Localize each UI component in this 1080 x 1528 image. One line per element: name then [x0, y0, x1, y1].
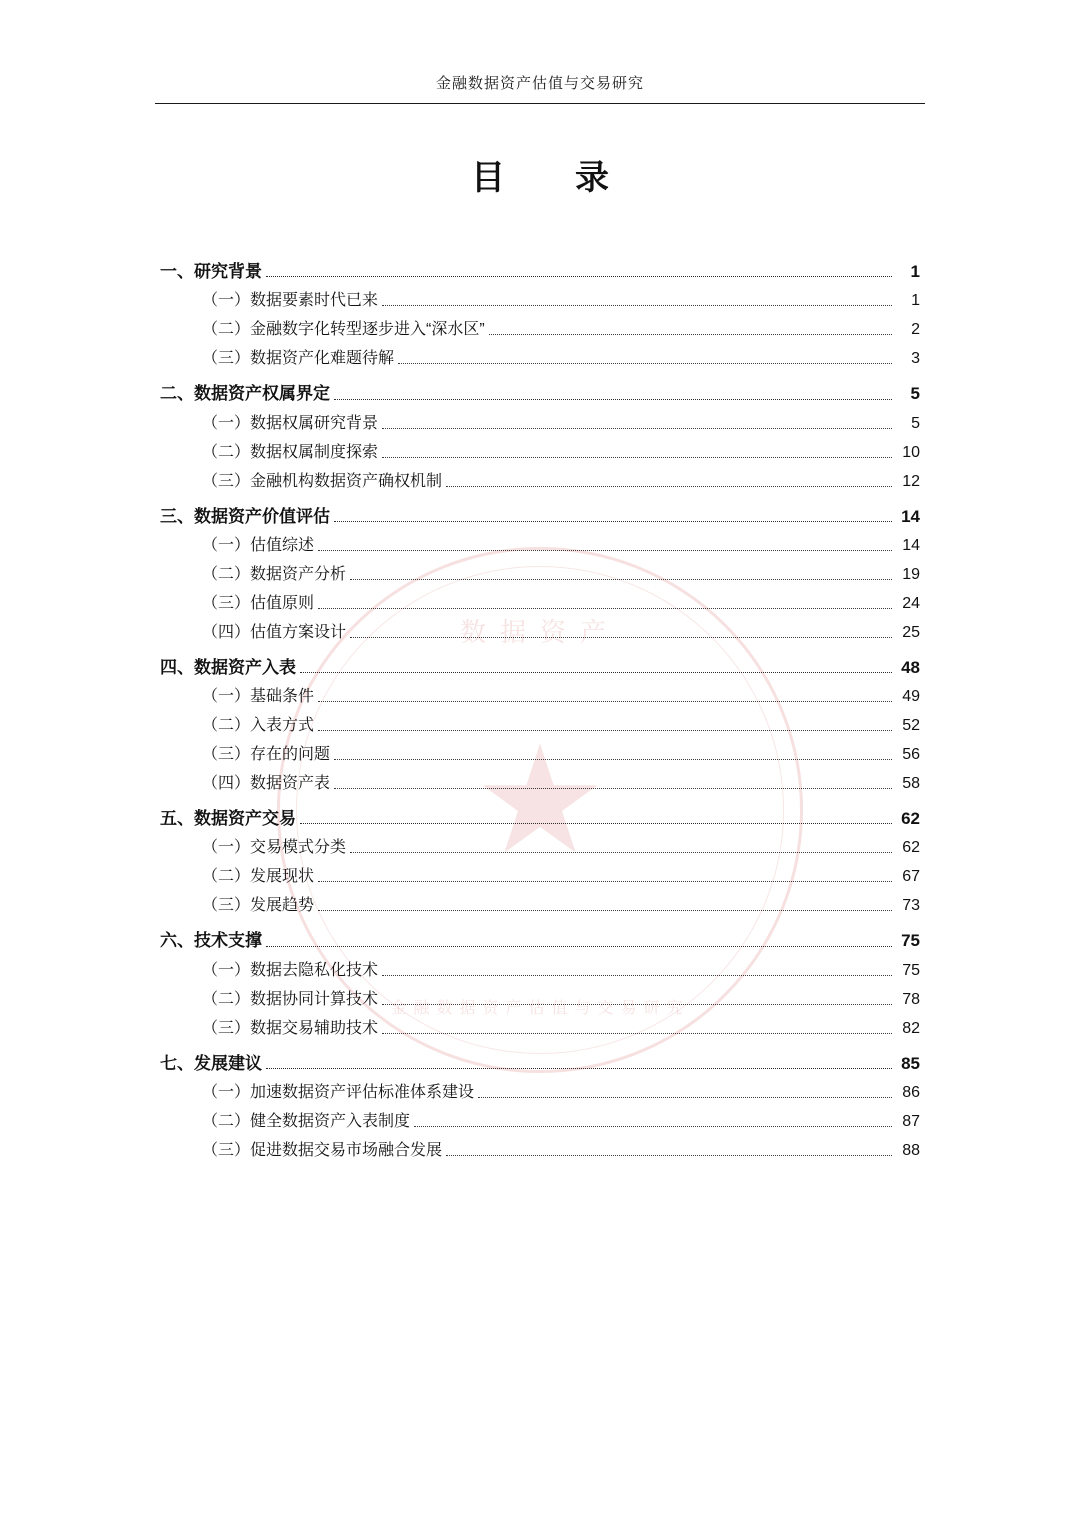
toc-entry-page: 75: [901, 931, 920, 951]
toc-entry-label: （二）发展现状: [202, 868, 315, 886]
toc-leader-dots: [300, 672, 892, 673]
toc-leader-dots: [446, 486, 892, 487]
toc-entry-label: （一）数据去隐私化技术: [202, 961, 379, 979]
toc-entry[interactable]: [160, 261, 920, 282]
toc-leader-dots: [318, 910, 892, 911]
toc-entry[interactable]: [160, 594, 920, 614]
toc-entry-label: （三）促进数据交易市场融合发展: [202, 1141, 443, 1159]
toc-leader-dots: [382, 1004, 892, 1005]
toc-entry-page: 14: [902, 536, 920, 554]
toc-entry[interactable]: [160, 1019, 920, 1039]
toc-entry-label: 六、技术支撑: [160, 931, 262, 951]
toc-entry-label: 二、数据资产权属界定: [160, 384, 330, 404]
toc-entry-page: 75: [902, 961, 920, 979]
toc-leader-dots: [266, 1068, 892, 1069]
toc-entry-label: 五、数据资产交易: [160, 809, 296, 828]
toc-entry[interactable]: [160, 808, 920, 829]
toc-entry-label: （二）数据资产分析: [202, 565, 347, 583]
toc-entry-label: （一）基础条件: [202, 688, 315, 705]
toc-entry-label: （二）数据权属制度探索: [202, 443, 379, 461]
toc-entry[interactable]: [160, 623, 920, 643]
toc-entry[interactable]: [160, 349, 920, 369]
toc-entry[interactable]: [160, 745, 920, 765]
toc-leader-dots: [334, 788, 892, 789]
toc-entry[interactable]: [160, 716, 920, 736]
toc-entry-page: 3: [911, 350, 920, 368]
toc-entry-page: 5: [910, 384, 920, 404]
toc-entry-label: （一）交易模式分类: [202, 839, 347, 857]
toc-entry-label: （三）存在的问题: [202, 746, 331, 763]
toc-entry-page: 14: [901, 506, 920, 526]
page-title: 目 录: [471, 159, 627, 197]
toc-leader-dots: [266, 276, 892, 277]
toc-entry[interactable]: [160, 896, 920, 916]
toc-entry-label: （二）健全数据资产入表制度: [202, 1112, 411, 1130]
toc-entry-label: （一）加速数据资产评估标准体系建设: [202, 1083, 475, 1101]
toc-entry-page: 1: [911, 292, 920, 310]
toc-leader-dots: [300, 823, 892, 824]
toc-entry-page: 58: [902, 775, 920, 792]
toc-entry[interactable]: [160, 565, 920, 585]
toc-entry[interactable]: [160, 930, 920, 951]
toc-entry-label: （三）发展趋势: [202, 897, 315, 915]
toc-entry-label: （三）数据交易辅助技术: [202, 1019, 379, 1037]
toc-leader-dots: [414, 1126, 892, 1127]
toc-leader-dots: [350, 579, 892, 580]
toc-leader-dots: [334, 399, 892, 400]
toc-leader-dots: [382, 457, 892, 458]
toc-entry-label: （四）估值方案设计: [202, 623, 347, 641]
toc-entry[interactable]: [160, 506, 920, 527]
toc-entry-page: 19: [902, 565, 920, 583]
toc-entry[interactable]: [160, 1053, 920, 1074]
toc-entry-label: （二）入表方式: [202, 717, 315, 734]
toc-entry-label: （一）估值综述: [202, 536, 315, 554]
toc-entry[interactable]: [160, 291, 920, 311]
toc-entry-label: 四、数据资产入表: [160, 657, 296, 677]
toc-entry-page: 52: [902, 717, 920, 734]
toc-leader-dots: [318, 730, 892, 731]
watermark-bottom-text: 金融数据资产估值与交易研究: [390, 1000, 690, 1017]
toc-entry[interactable]: [160, 687, 920, 707]
toc-leader-dots: [478, 1097, 892, 1098]
toc-entry[interactable]: [160, 961, 920, 981]
toc-entry[interactable]: [160, 657, 920, 678]
toc-leader-dots: [266, 946, 892, 947]
toc-leader-dots: [334, 521, 892, 522]
toc-leader-dots: [318, 701, 892, 702]
toc-leader-dots: [398, 363, 892, 364]
toc-entry-page: 85: [901, 1053, 920, 1073]
toc-entry[interactable]: [160, 774, 920, 794]
toc-entry-page: 78: [902, 990, 920, 1008]
toc-entry[interactable]: [160, 1083, 920, 1103]
toc-entry[interactable]: [160, 383, 920, 404]
toc-entry[interactable]: [160, 1141, 920, 1161]
toc-entry[interactable]: [160, 990, 920, 1010]
toc-entry-label: （一）数据要素时代已来: [202, 292, 379, 310]
toc-entry-page: 24: [902, 594, 920, 612]
toc-entry-page: 1: [910, 262, 920, 281]
toc-leader-dots: [334, 759, 892, 760]
header-rule: [155, 103, 925, 104]
toc-entry[interactable]: [160, 1112, 920, 1132]
toc-entry-page: 62: [902, 839, 920, 857]
toc-entry[interactable]: [160, 536, 920, 556]
toc-entry-label: （四）数据资产表: [202, 775, 331, 792]
toc-entry-page: 10: [902, 443, 920, 461]
toc-entry-page: 82: [902, 1019, 920, 1037]
running-header: 金融数据资产估值与交易研究: [435, 75, 644, 92]
toc-entry-label: （二）金融数字化转型逐步进入“深水区”: [202, 321, 485, 339]
toc-leader-dots: [446, 1155, 892, 1156]
toc-entry[interactable]: [160, 867, 920, 887]
toc-leader-dots: [382, 1033, 892, 1034]
toc-entry[interactable]: [160, 414, 920, 434]
toc-entry[interactable]: [160, 320, 920, 340]
toc-entry-page: 62: [901, 809, 920, 828]
toc-entry-label: 七、发展建议: [160, 1053, 262, 1073]
toc-entry-page: 2: [911, 321, 920, 339]
toc-entry-label: （三）金融机构数据资产确权机制: [202, 472, 443, 490]
toc-entry-page: 5: [911, 414, 920, 432]
toc-entry-label: （三）数据资产化难题待解: [202, 350, 395, 368]
toc-leader-dots: [318, 881, 892, 882]
toc-entry[interactable]: [160, 443, 920, 463]
toc-entry-page: 49: [902, 688, 920, 705]
toc-entry-page: 87: [902, 1112, 920, 1130]
toc-leader-dots: [318, 550, 892, 551]
toc-entry-page: 73: [902, 897, 920, 915]
toc-entry-page: 86: [902, 1083, 920, 1101]
toc-entry-page: 88: [902, 1141, 920, 1159]
toc-entry-page: 48: [901, 657, 920, 677]
toc-entry-label: 三、数据资产价值评估: [160, 506, 330, 526]
toc-leader-dots: [318, 608, 892, 609]
toc-leader-dots: [382, 305, 892, 306]
toc-leader-dots: [350, 637, 892, 638]
toc-entry[interactable]: [160, 472, 920, 492]
toc-entry-page: 25: [902, 623, 920, 641]
table-of-contents: [160, 261, 920, 1161]
toc-leader-dots: [350, 852, 892, 853]
toc-entry-page: 12: [902, 472, 920, 490]
toc-entry-page: 67: [902, 868, 920, 886]
toc-entry-label: 一、研究背景: [160, 262, 262, 281]
toc-entry[interactable]: [160, 838, 920, 858]
toc-entry-label: （一）数据权属研究背景: [202, 414, 379, 432]
toc-leader-dots: [382, 428, 892, 429]
toc-leader-dots: [489, 334, 892, 335]
toc-entry-label: （三）估值原则: [202, 594, 315, 612]
watermark-top-text: 数据资产: [459, 617, 621, 647]
toc-entry-label: （二）数据协同计算技术: [202, 990, 379, 1008]
toc-leader-dots: [382, 975, 892, 976]
star-icon: ★: [472, 715, 608, 884]
toc-entry-page: 56: [902, 746, 920, 763]
